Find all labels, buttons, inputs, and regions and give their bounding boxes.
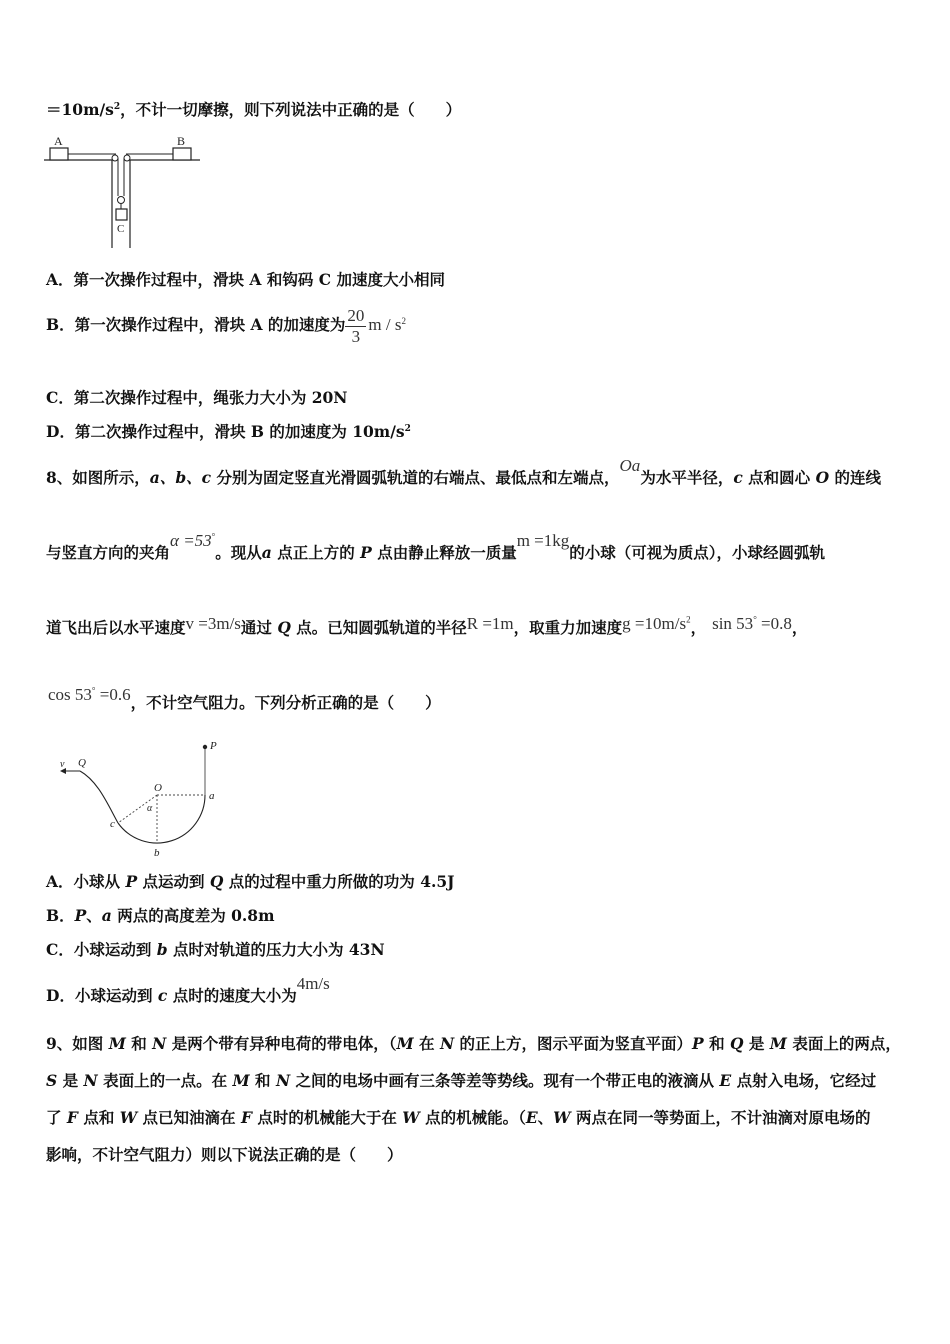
- q8-opt-d-2: 点时的速度大小为: [167, 986, 297, 1005]
- q7-option-c: C．第二次操作过程中，绳张力大小为 20N: [46, 388, 348, 407]
- q7-option-b-denominator: 3: [351, 326, 361, 346]
- q7-pulley-right: [124, 155, 130, 161]
- q7-block-a: [50, 148, 68, 160]
- q8-opt-b-p: P: [74, 906, 87, 925]
- q8-opt-a-p: P: [125, 872, 138, 891]
- q7-intro-sup: 2: [113, 101, 121, 112]
- q9-l1-f: 和: [703, 1034, 730, 1053]
- q9-l3-w: W: [119, 1108, 138, 1127]
- q9-l3-w2: W: [402, 1108, 420, 1127]
- q8-trajectory: [80, 771, 118, 823]
- q7-label-b: B: [177, 134, 186, 148]
- q7-option-d-sup: 2: [404, 423, 411, 434]
- q8-label-o: O: [154, 782, 162, 794]
- q8-label-q: Q: [78, 757, 86, 769]
- q8-l2-a: 与竖直方向的夹角: [46, 543, 171, 562]
- q9-l2-b: 表面上的一点。在: [97, 1071, 233, 1090]
- q9-l3-e2: E: [525, 1108, 538, 1127]
- q7-option-b-numerator: 20: [347, 305, 365, 325]
- q8-l2-alpha-sup: °: [211, 531, 216, 542]
- q8-l3-e: ，: [690, 618, 707, 637]
- q8-opt-b-3: 两点的高度差为 0.8m: [111, 906, 275, 925]
- q9-l2-f: 点射入电场，它经过: [731, 1071, 877, 1090]
- q9-l3-d: 点时的机械能大于在: [251, 1108, 403, 1127]
- q8-l3-c: 点。已知圆弧轨道的半径: [290, 618, 467, 637]
- q8-l2-alpha-value: α =53: [170, 531, 212, 550]
- q7-intro: [46, 100, 461, 120]
- q8-opt-b-2: 、: [86, 906, 102, 925]
- q9-l2-m: M: [232, 1071, 250, 1090]
- q9-l1-g: 是: [743, 1034, 770, 1053]
- q9-l3-g: 、: [537, 1108, 554, 1127]
- q9-l3-h: 两点在同一等势面上，不计油滴对原电场的: [570, 1108, 871, 1127]
- q9-l1-p: P: [692, 1034, 704, 1053]
- q7-movable-pulley: [118, 197, 125, 204]
- q7-option-b-unit-sup: 2: [401, 315, 406, 326]
- q8-opt-d-1: D．小球运动到: [46, 986, 158, 1005]
- q7-pulley-left: [112, 155, 118, 161]
- q9-line-2: [46, 1071, 876, 1091]
- q9-l1-m: M: [108, 1034, 126, 1053]
- q8-opt-b-a: a: [101, 906, 112, 925]
- q7-option-b-text: B．第一次操作过程中，滑块 A 的加速度为: [46, 315, 346, 334]
- q9-line-1: [46, 1034, 901, 1054]
- q8-opt-a-3: 点的过程中重力所做的功为 4.5J: [223, 872, 455, 891]
- q9-l2-c: 和: [249, 1071, 276, 1090]
- q8-l3-sin-b: =0.8: [756, 614, 792, 633]
- q7-label-a: A: [54, 134, 63, 148]
- q8-line-2: [46, 531, 826, 563]
- q7-intro-rest: ，不计一切摩擦，则下列说法中正确的是（ ）: [120, 100, 462, 119]
- q8-l2-pvar: P: [360, 543, 372, 562]
- q8-option-d: [46, 974, 330, 1006]
- q8-l3-velocity: v =3m/s: [185, 614, 241, 633]
- q7-option-b-unit: m / s: [368, 315, 402, 334]
- q8-opt-a-1: A．小球从: [46, 872, 126, 891]
- q8-l4-a: ，不计空气阻力。下列分析正确的是（ ）: [130, 693, 441, 712]
- q9-l1-m3: M: [769, 1034, 787, 1053]
- q8-l2-alpha: [170, 531, 215, 550]
- q8-l1-e: 的连线: [829, 468, 881, 487]
- q8-option-b: [46, 906, 275, 926]
- q8-l1-b: 分别为固定竖直光滑圆弧轨道的右端点、最低点和左端点，: [211, 468, 620, 487]
- q8-l2-b: 。现从: [215, 543, 262, 562]
- q7-block-b: [173, 148, 191, 160]
- q8-l3-b: 通过: [240, 618, 278, 637]
- q9-l2-n2: N: [275, 1071, 291, 1090]
- q8-track-figure: [50, 735, 240, 865]
- q8-opt-d-speed: 4m/s: [296, 974, 330, 993]
- q7-option-b: [46, 303, 406, 347]
- q8-point-p: [203, 745, 207, 749]
- q9-line-3: [46, 1108, 871, 1128]
- q9-l2-n: N: [83, 1071, 98, 1090]
- q8-opt-b-1: B．: [46, 906, 75, 925]
- q8-l2-d: 点由静止释放一质量: [371, 543, 517, 562]
- q8-label-b: b: [154, 847, 160, 859]
- q8-l1-points: a、b、c: [149, 468, 212, 487]
- q9-l3-f: F: [66, 1108, 78, 1127]
- q8-l3-f: ，: [791, 618, 808, 637]
- q8-l3-a: 道飞出后以水平速度: [46, 618, 186, 637]
- q8-opt-d-c: c: [157, 986, 168, 1005]
- q9-l1-h: 表面上的两点，: [786, 1034, 901, 1053]
- q9-line-4: 影响，不计空气阻力）则以下说法正确的是（ ）: [46, 1145, 403, 1164]
- q8-opt-a-2: 点运动到: [137, 872, 210, 891]
- q8-l1-oa: Oa: [619, 456, 641, 475]
- q9-l2-d: 之间的电场中画有三条等差等势线。现有一个带正电的液滴从: [290, 1071, 720, 1090]
- q8-l1-a: 8、如图所示，: [46, 468, 150, 487]
- q9-l2-s: S: [46, 1071, 58, 1090]
- q8-l3-sin: [712, 614, 792, 633]
- q8-opt-c-2: 点时对轨道的压力大小为 43N: [167, 940, 385, 959]
- q7-label-c: C: [117, 223, 125, 235]
- q8-l4-cos-sup: °: [91, 685, 96, 696]
- q9-l1-e: 的正上方，图示平面为竖直平面）: [454, 1034, 693, 1053]
- q7-option-a: A．第一次操作过程中，滑块 A 和钩码 C 加速度大小相同: [46, 270, 445, 289]
- q8-l4-cos: [48, 685, 131, 704]
- q9-l1-d: 在: [413, 1034, 440, 1053]
- q8-l3-gravity-value: g =10m/s: [622, 614, 687, 633]
- q7-block-c: [116, 209, 127, 220]
- q9-l3-a: 了: [46, 1108, 67, 1127]
- q8-circular-track: [118, 795, 205, 843]
- q8-label-v: v: [60, 759, 65, 770]
- q8-l2-c: 点正上方的: [271, 543, 361, 562]
- q8-label-c: c: [110, 818, 115, 830]
- q8-l3-qvar: Q: [277, 618, 291, 637]
- q8-label-alpha: α: [147, 803, 153, 814]
- q9-l1-q: Q: [729, 1034, 744, 1053]
- q8-l3-d: ，取重力加速度: [513, 618, 623, 637]
- q7-option-d: [46, 422, 411, 442]
- q9-l1-m2: M: [396, 1034, 414, 1053]
- q8-line-1: [46, 456, 881, 488]
- q7-pulley-figure: [40, 130, 210, 252]
- q8-l3-radius: R =1m: [466, 614, 514, 633]
- q8-l4-cos-b: =0.6: [95, 685, 131, 704]
- q7-option-d-text: D．第二次操作过程中，滑块 B 的加速度为 10m/s: [46, 422, 405, 441]
- q8-l3-sin-a: sin 53: [712, 614, 754, 633]
- q7-intro-value: ＝10m/s: [46, 100, 114, 119]
- q8-l3-sin-sup: °: [753, 614, 757, 625]
- q8-opt-a-q: Q: [209, 872, 224, 891]
- q9-l1-c: 是两个带有异种电荷的带电体，（: [166, 1034, 397, 1053]
- q8-l2-avar: a: [261, 543, 272, 562]
- q9-l2-a: 是: [57, 1071, 84, 1090]
- q8-option-a: [46, 872, 455, 892]
- q9-l1-n2: N: [439, 1034, 455, 1053]
- q9-l3-e: 点的机械能。（: [419, 1108, 526, 1127]
- q8-l1-ovar: O: [815, 468, 830, 487]
- q8-l3-gravity-sup: 2: [686, 614, 691, 625]
- q7-option-b-fraction: [345, 306, 366, 347]
- q9-l3-c: 点已知油滴在: [137, 1108, 241, 1127]
- q8-l2-e: 的小球（可视为质点），小球经圆弧轨: [569, 543, 826, 562]
- q9-l2-e: E: [719, 1071, 732, 1090]
- q8-l1-d: 点和圆心: [742, 468, 816, 487]
- q8-l1-cvar: c: [733, 468, 743, 487]
- q9-l1-b: 和: [125, 1034, 153, 1053]
- q8-opt-c-1: C．小球运动到: [46, 940, 157, 959]
- q9-l1-a: 9、如图: [46, 1034, 109, 1053]
- q8-opt-c-b: b: [156, 940, 168, 959]
- q8-label-p: P: [210, 740, 217, 752]
- q8-line-4: [46, 685, 441, 713]
- q8-l3-gravity: [622, 614, 690, 633]
- q9-l1-n: N: [152, 1034, 167, 1053]
- q9-l3-w3: W: [553, 1108, 571, 1127]
- q9-l3-f2: F: [240, 1108, 252, 1127]
- q8-option-c: [46, 940, 385, 960]
- q9-l3-b: 点和: [77, 1108, 120, 1127]
- q8-label-a: a: [209, 790, 215, 802]
- q8-line-3: [46, 614, 808, 638]
- q8-l4-cos-a: cos 53: [48, 685, 92, 704]
- q8-l2-mass: m =1kg: [516, 531, 570, 550]
- q8-l1-c: 为水平半径，: [640, 468, 734, 487]
